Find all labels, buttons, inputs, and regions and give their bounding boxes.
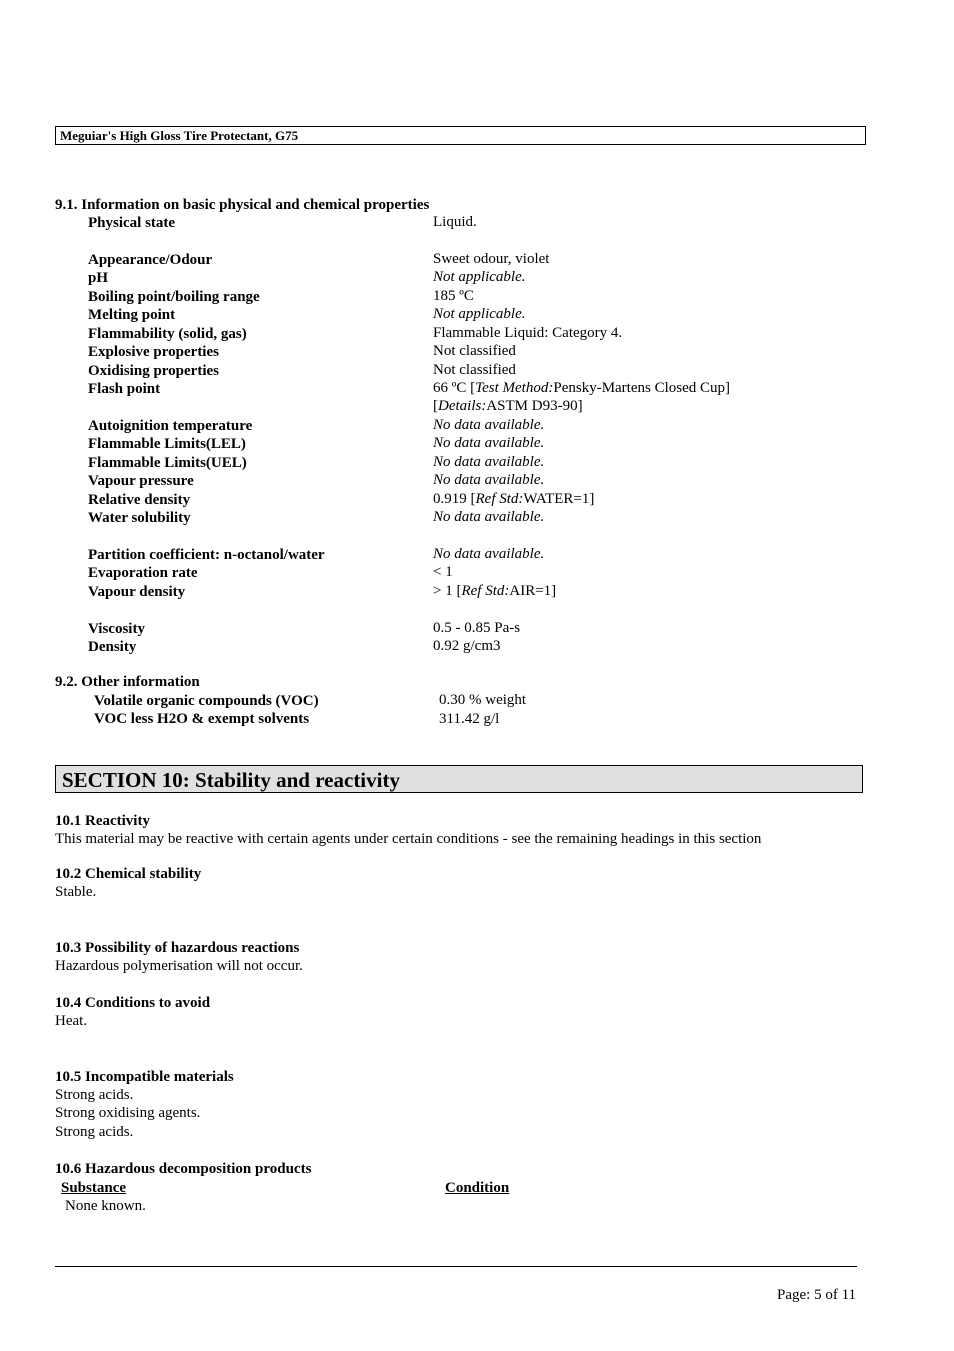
incompatible-line: Strong acids. [55,1124,134,1140]
property-value: 185 ºC [433,288,474,304]
property-label: Flash point [88,381,161,397]
voc-less-value: 311.42 g/l [439,711,500,727]
property-value: > 1 [Ref Std:AIR=1] [433,583,557,599]
incompatible-heading: 10.5 Incompatible materials [55,1069,234,1085]
section-9-1-heading: 9.1. Information on basic physical and chemical properties [55,197,430,213]
property-value: No data available. [433,546,545,562]
property-value: No data available. [433,435,545,451]
property-label: pH [88,270,109,286]
property-value: 0.92 g/cm3 [433,638,501,654]
stability-heading: 10.2 Chemical stability [55,866,202,882]
incompatible-line: Strong acids. [55,1087,134,1103]
page-number: Page: 5 of 11 [777,1287,857,1303]
section-10-bar [55,765,863,793]
reactivity-text: This material may be reactive with certain agents under certain conditions - see the remaining headings in this section [55,831,762,847]
section-9-2-heading: 9.2. Other information [55,674,200,690]
property-value: Not applicable. [433,306,526,322]
property-value: No data available. [433,454,545,470]
property-label: Viscosity [88,621,145,637]
property-label: Flammability (solid, gas) [88,326,247,342]
property-value-continued: [Details:ASTM D93-90] [433,398,583,414]
property-value: 0.919 [Ref Std:WATER=1] [433,491,595,507]
property-label: Physical state [88,215,176,231]
property-value: 66 ºC [Test Method:Pensky-Martens Closed Cup] [433,380,731,396]
incompatible-line: Strong oxidising agents. [55,1105,201,1121]
property-label: Relative density [88,492,191,508]
property-label: Density [88,639,137,655]
product-name: Meguiar's High Gloss Tire Protectant, G75 [60,128,299,143]
property-label: Flammable Limits(LEL) [88,436,246,452]
property-label: Autoignition temperature [88,418,253,434]
section-10-title: SECTION 10: Stability and reactivity [62,768,400,792]
property-value: < 1 [433,564,453,580]
hazardous-reactions-heading: 10.3 Possibility of hazardous reactions [55,940,300,956]
property-value: Sweet odour, violet [433,251,550,267]
reactivity-heading: 10.1 Reactivity [55,813,150,829]
property-value: Flammable Liquid: Category 4. [433,325,623,341]
property-label: Boiling point/boiling range [88,289,260,305]
property-label: Water solubility [88,510,191,526]
decomposition-none: None known. [65,1198,146,1214]
footer-rule [55,1266,857,1267]
condition-column-header: Condition [445,1180,510,1196]
property-value: Not classified [433,362,516,378]
voc-label: Volatile organic compounds (VOC) [94,693,319,709]
voc-less-label: VOC less H2O & exempt solvents [94,711,310,727]
property-label: Explosive properties [88,344,219,360]
voc-value: 0.30 % weight [439,692,527,708]
property-label: Vapour density [88,584,186,600]
conditions-text: Heat. [55,1013,88,1029]
property-label: Appearance/Odour [88,252,213,268]
property-value: Not classified [433,343,516,359]
property-value: No data available. [433,472,545,488]
substance-column-header: Substance [61,1180,127,1196]
conditions-heading: 10.4 Conditions to avoid [55,995,211,1011]
property-label: Flammable Limits(UEL) [88,455,247,471]
property-label: Partition coefficient: n-octanol/water [88,547,325,563]
property-label: Vapour pressure [88,473,194,489]
hazardous-reactions-text: Hazardous polymerisation will not occur. [55,958,303,974]
property-label: Melting point [88,307,176,323]
property-value: No data available. [433,509,545,525]
property-label: Evaporation rate [88,565,198,581]
property-value: Liquid. [433,214,477,230]
decomposition-heading: 10.6 Hazardous decomposition products [55,1161,312,1177]
property-value: Not applicable. [433,269,526,285]
property-value: 0.5 - 0.85 Pa-s [433,620,521,636]
product-header [55,126,866,145]
property-label: Oxidising properties [88,363,219,379]
property-value: No data available. [433,417,545,433]
stability-text: Stable. [55,884,97,900]
